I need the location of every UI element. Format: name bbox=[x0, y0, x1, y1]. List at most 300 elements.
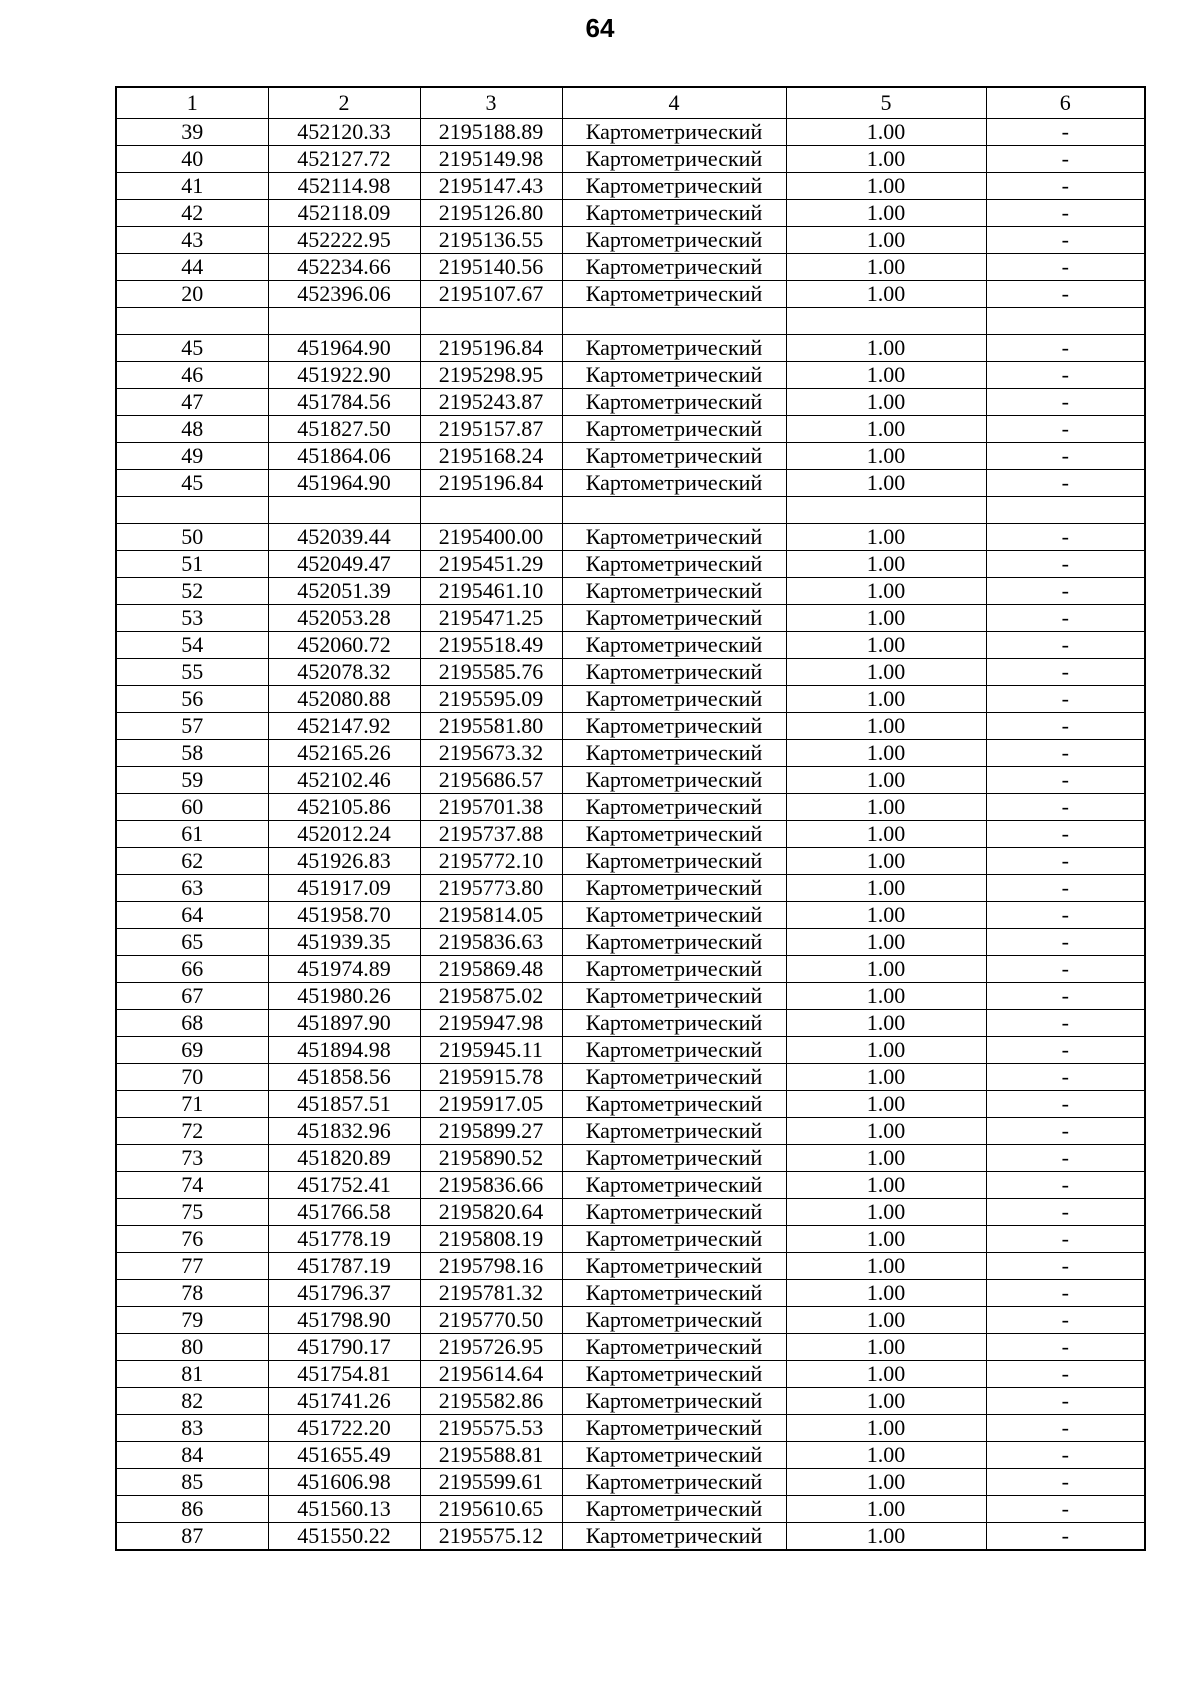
y-coordinate-cell: 2195126.80 bbox=[420, 200, 562, 227]
note-cell: - bbox=[986, 227, 1145, 254]
x-coordinate-cell: 451964.90 bbox=[268, 335, 420, 362]
column-header: 3 bbox=[420, 87, 562, 119]
method-cell: Картометрический bbox=[562, 1199, 786, 1226]
note-cell: - bbox=[986, 1064, 1145, 1091]
table-row bbox=[116, 902, 1145, 929]
note-cell: - bbox=[986, 1199, 1145, 1226]
method-cell: Картометрический bbox=[562, 1469, 786, 1496]
x-coordinate-cell: 451754.81 bbox=[268, 1361, 420, 1388]
table-row bbox=[116, 200, 1145, 227]
table-row bbox=[116, 659, 1145, 686]
point-number-cell: 47 bbox=[116, 389, 268, 416]
y-coordinate-cell: 2195610.65 bbox=[420, 1496, 562, 1523]
method-cell: Картометрический bbox=[562, 173, 786, 200]
accuracy-cell: 1.00 bbox=[786, 1145, 986, 1172]
method-cell: Картометрический bbox=[562, 605, 786, 632]
method-cell: Картометрический bbox=[562, 929, 786, 956]
table-row bbox=[116, 281, 1145, 308]
table-row bbox=[116, 1496, 1145, 1523]
accuracy-cell: 1.00 bbox=[786, 443, 986, 470]
y-coordinate-cell: 2195451.29 bbox=[420, 551, 562, 578]
table-row bbox=[116, 686, 1145, 713]
note-cell: - bbox=[986, 254, 1145, 281]
point-number-cell: 66 bbox=[116, 956, 268, 983]
table-row bbox=[116, 308, 1145, 335]
column-header: 6 bbox=[986, 87, 1145, 119]
point-number-cell: 75 bbox=[116, 1199, 268, 1226]
note-cell: - bbox=[986, 1118, 1145, 1145]
y-coordinate-cell: 2195773.80 bbox=[420, 875, 562, 902]
table-row bbox=[116, 767, 1145, 794]
table-row bbox=[116, 1172, 1145, 1199]
y-coordinate-cell: 2195196.84 bbox=[420, 335, 562, 362]
y-coordinate-cell: 2195243.87 bbox=[420, 389, 562, 416]
y-coordinate-cell: 2195585.76 bbox=[420, 659, 562, 686]
note-cell: - bbox=[986, 1415, 1145, 1442]
table-row bbox=[116, 362, 1145, 389]
y-coordinate-cell: 2195107.67 bbox=[420, 281, 562, 308]
y-coordinate-cell: 2195686.57 bbox=[420, 767, 562, 794]
point-number-cell: 80 bbox=[116, 1334, 268, 1361]
method-cell: Картометрический bbox=[562, 416, 786, 443]
table-row bbox=[116, 1280, 1145, 1307]
method-cell: Картометрический bbox=[562, 1037, 786, 1064]
table-row bbox=[116, 173, 1145, 200]
x-coordinate-cell: 452396.06 bbox=[268, 281, 420, 308]
note-cell: - bbox=[986, 875, 1145, 902]
x-coordinate-cell: 452102.46 bbox=[268, 767, 420, 794]
method-cell: Картометрический bbox=[562, 902, 786, 929]
y-coordinate-cell: 2195188.89 bbox=[420, 119, 562, 146]
accuracy-cell: 1.00 bbox=[786, 173, 986, 200]
note-cell bbox=[986, 308, 1145, 335]
y-coordinate-cell: 2195915.78 bbox=[420, 1064, 562, 1091]
point-number-cell: 43 bbox=[116, 227, 268, 254]
point-number-cell: 70 bbox=[116, 1064, 268, 1091]
note-cell: - bbox=[986, 470, 1145, 497]
y-coordinate-cell: 2195471.25 bbox=[420, 605, 562, 632]
note-cell: - bbox=[986, 632, 1145, 659]
x-coordinate-cell: 452012.24 bbox=[268, 821, 420, 848]
accuracy-cell: 1.00 bbox=[786, 1118, 986, 1145]
method-cell: Картометрический bbox=[562, 983, 786, 1010]
x-coordinate-cell: 451827.50 bbox=[268, 416, 420, 443]
point-number-cell: 46 bbox=[116, 362, 268, 389]
point-number-cell: 61 bbox=[116, 821, 268, 848]
x-coordinate-cell: 451722.20 bbox=[268, 1415, 420, 1442]
method-cell: Картометрический bbox=[562, 1307, 786, 1334]
table-row bbox=[116, 821, 1145, 848]
accuracy-cell: 1.00 bbox=[786, 551, 986, 578]
y-coordinate-cell: 2195140.56 bbox=[420, 254, 562, 281]
x-coordinate-cell bbox=[268, 308, 420, 335]
x-coordinate-cell: 451917.09 bbox=[268, 875, 420, 902]
table-row bbox=[116, 956, 1145, 983]
y-coordinate-cell: 2195157.87 bbox=[420, 416, 562, 443]
point-number-cell bbox=[116, 497, 268, 524]
y-coordinate-cell: 2195518.49 bbox=[420, 632, 562, 659]
accuracy-cell: 1.00 bbox=[786, 1496, 986, 1523]
y-coordinate-cell: 2195701.38 bbox=[420, 794, 562, 821]
method-cell: Картометрический bbox=[562, 1388, 786, 1415]
column-header: 4 bbox=[562, 87, 786, 119]
accuracy-cell: 1.00 bbox=[786, 659, 986, 686]
point-number-cell: 20 bbox=[116, 281, 268, 308]
note-cell: - bbox=[986, 1172, 1145, 1199]
point-number-cell: 87 bbox=[116, 1523, 268, 1551]
note-cell: - bbox=[986, 794, 1145, 821]
point-number-cell: 54 bbox=[116, 632, 268, 659]
method-cell: Картометрический bbox=[562, 227, 786, 254]
method-cell: Картометрический bbox=[562, 281, 786, 308]
note-cell: - bbox=[986, 1091, 1145, 1118]
point-number-cell: 51 bbox=[116, 551, 268, 578]
accuracy-cell: 1.00 bbox=[786, 983, 986, 1010]
point-number-cell: 65 bbox=[116, 929, 268, 956]
table-row bbox=[116, 713, 1145, 740]
note-cell: - bbox=[986, 1469, 1145, 1496]
note-cell: - bbox=[986, 146, 1145, 173]
accuracy-cell bbox=[786, 497, 986, 524]
note-cell: - bbox=[986, 740, 1145, 767]
accuracy-cell: 1.00 bbox=[786, 389, 986, 416]
accuracy-cell: 1.00 bbox=[786, 686, 986, 713]
point-number-cell: 85 bbox=[116, 1469, 268, 1496]
point-number-cell bbox=[116, 308, 268, 335]
method-cell: Картометрический bbox=[562, 524, 786, 551]
table-row bbox=[116, 1523, 1145, 1551]
method-cell: Картометрический bbox=[562, 875, 786, 902]
method-cell: Картометрический bbox=[562, 1253, 786, 1280]
x-coordinate-cell: 451784.56 bbox=[268, 389, 420, 416]
point-number-cell: 53 bbox=[116, 605, 268, 632]
x-coordinate-cell: 451560.13 bbox=[268, 1496, 420, 1523]
table-row bbox=[116, 389, 1145, 416]
y-coordinate-cell: 2195869.48 bbox=[420, 956, 562, 983]
x-coordinate-cell: 451964.90 bbox=[268, 470, 420, 497]
x-coordinate-cell bbox=[268, 497, 420, 524]
note-cell: - bbox=[986, 1037, 1145, 1064]
point-number-cell: 67 bbox=[116, 983, 268, 1010]
x-coordinate-cell: 451606.98 bbox=[268, 1469, 420, 1496]
x-coordinate-cell: 451857.51 bbox=[268, 1091, 420, 1118]
method-cell: Картометрический bbox=[562, 767, 786, 794]
table-row bbox=[116, 1388, 1145, 1415]
y-coordinate-cell: 2195737.88 bbox=[420, 821, 562, 848]
point-number-cell: 40 bbox=[116, 146, 268, 173]
method-cell: Картометрический bbox=[562, 119, 786, 146]
column-header: 1 bbox=[116, 87, 268, 119]
table-body bbox=[116, 119, 1145, 1551]
x-coordinate-cell: 452049.47 bbox=[268, 551, 420, 578]
note-cell: - bbox=[986, 1442, 1145, 1469]
accuracy-cell: 1.00 bbox=[786, 1442, 986, 1469]
method-cell: Картометрический bbox=[562, 659, 786, 686]
method-cell: Картометрический bbox=[562, 1064, 786, 1091]
point-number-cell: 45 bbox=[116, 470, 268, 497]
note-cell: - bbox=[986, 1253, 1145, 1280]
note-cell: - bbox=[986, 713, 1145, 740]
note-cell: - bbox=[986, 119, 1145, 146]
method-cell: Картометрический bbox=[562, 1361, 786, 1388]
x-coordinate-cell: 451864.06 bbox=[268, 443, 420, 470]
y-coordinate-cell: 2195614.64 bbox=[420, 1361, 562, 1388]
method-cell bbox=[562, 497, 786, 524]
method-cell: Картометрический bbox=[562, 1334, 786, 1361]
accuracy-cell: 1.00 bbox=[786, 1010, 986, 1037]
accuracy-cell: 1.00 bbox=[786, 1172, 986, 1199]
note-cell: - bbox=[986, 443, 1145, 470]
y-coordinate-cell: 2195599.61 bbox=[420, 1469, 562, 1496]
x-coordinate-cell: 451741.26 bbox=[268, 1388, 420, 1415]
method-cell: Картометрический bbox=[562, 1145, 786, 1172]
table-row bbox=[116, 1199, 1145, 1226]
x-coordinate-cell: 452127.72 bbox=[268, 146, 420, 173]
method-cell: Картометрический bbox=[562, 1010, 786, 1037]
method-cell: Картометрический bbox=[562, 200, 786, 227]
table-row bbox=[116, 1469, 1145, 1496]
method-cell: Картометрический bbox=[562, 632, 786, 659]
y-coordinate-cell bbox=[420, 308, 562, 335]
x-coordinate-cell: 451832.96 bbox=[268, 1118, 420, 1145]
note-cell: - bbox=[986, 362, 1145, 389]
method-cell: Картометрический bbox=[562, 470, 786, 497]
point-number-cell: 48 bbox=[116, 416, 268, 443]
method-cell bbox=[562, 308, 786, 335]
point-number-cell: 49 bbox=[116, 443, 268, 470]
point-number-cell: 59 bbox=[116, 767, 268, 794]
accuracy-cell: 1.00 bbox=[786, 362, 986, 389]
note-cell: - bbox=[986, 659, 1145, 686]
accuracy-cell: 1.00 bbox=[786, 632, 986, 659]
x-coordinate-cell: 451778.19 bbox=[268, 1226, 420, 1253]
accuracy-cell: 1.00 bbox=[786, 848, 986, 875]
note-cell: - bbox=[986, 956, 1145, 983]
method-cell: Картометрический bbox=[562, 1496, 786, 1523]
y-coordinate-cell: 2195149.98 bbox=[420, 146, 562, 173]
column-header: 2 bbox=[268, 87, 420, 119]
accuracy-cell: 1.00 bbox=[786, 1253, 986, 1280]
x-coordinate-cell: 452222.95 bbox=[268, 227, 420, 254]
accuracy-cell: 1.00 bbox=[786, 1334, 986, 1361]
table-row bbox=[116, 1361, 1145, 1388]
table-row bbox=[116, 1415, 1145, 1442]
note-cell: - bbox=[986, 1145, 1145, 1172]
accuracy-cell: 1.00 bbox=[786, 1523, 986, 1551]
y-coordinate-cell: 2195945.11 bbox=[420, 1037, 562, 1064]
point-number-cell: 72 bbox=[116, 1118, 268, 1145]
note-cell: - bbox=[986, 1496, 1145, 1523]
accuracy-cell: 1.00 bbox=[786, 1199, 986, 1226]
method-cell: Картометрический bbox=[562, 254, 786, 281]
accuracy-cell: 1.00 bbox=[786, 821, 986, 848]
accuracy-cell: 1.00 bbox=[786, 1361, 986, 1388]
table-row bbox=[116, 875, 1145, 902]
accuracy-cell: 1.00 bbox=[786, 902, 986, 929]
method-cell: Картометрический bbox=[562, 1280, 786, 1307]
table-row bbox=[116, 146, 1145, 173]
table-row bbox=[116, 470, 1145, 497]
method-cell: Картометрический bbox=[562, 956, 786, 983]
method-cell: Картометрический bbox=[562, 578, 786, 605]
point-number-cell: 56 bbox=[116, 686, 268, 713]
accuracy-cell: 1.00 bbox=[786, 713, 986, 740]
y-coordinate-cell: 2195781.32 bbox=[420, 1280, 562, 1307]
method-cell: Картометрический bbox=[562, 713, 786, 740]
note-cell: - bbox=[986, 1361, 1145, 1388]
point-number-cell: 60 bbox=[116, 794, 268, 821]
y-coordinate-cell: 2195917.05 bbox=[420, 1091, 562, 1118]
accuracy-cell: 1.00 bbox=[786, 1415, 986, 1442]
accuracy-cell: 1.00 bbox=[786, 1307, 986, 1334]
point-number-cell: 69 bbox=[116, 1037, 268, 1064]
method-cell: Картометрический bbox=[562, 1172, 786, 1199]
table-row bbox=[116, 1037, 1145, 1064]
note-cell: - bbox=[986, 335, 1145, 362]
note-cell: - bbox=[986, 416, 1145, 443]
x-coordinate-cell: 452118.09 bbox=[268, 200, 420, 227]
table-row bbox=[116, 1010, 1145, 1037]
table-row bbox=[116, 119, 1145, 146]
table-row bbox=[116, 443, 1145, 470]
y-coordinate-cell: 2195575.53 bbox=[420, 1415, 562, 1442]
x-coordinate-cell: 452165.26 bbox=[268, 740, 420, 767]
table-row bbox=[116, 1334, 1145, 1361]
method-cell: Картометрический bbox=[562, 848, 786, 875]
method-cell: Картометрический bbox=[562, 1442, 786, 1469]
x-coordinate-cell: 452053.28 bbox=[268, 605, 420, 632]
point-number-cell: 45 bbox=[116, 335, 268, 362]
accuracy-cell: 1.00 bbox=[786, 335, 986, 362]
accuracy-cell: 1.00 bbox=[786, 605, 986, 632]
point-number-cell: 86 bbox=[116, 1496, 268, 1523]
accuracy-cell: 1.00 bbox=[786, 1226, 986, 1253]
x-coordinate-cell: 452105.86 bbox=[268, 794, 420, 821]
point-number-cell: 62 bbox=[116, 848, 268, 875]
table-row bbox=[116, 497, 1145, 524]
table-row bbox=[116, 1118, 1145, 1145]
accuracy-cell: 1.00 bbox=[786, 740, 986, 767]
accuracy-cell: 1.00 bbox=[786, 1469, 986, 1496]
x-coordinate-cell: 452120.33 bbox=[268, 119, 420, 146]
table-row bbox=[116, 1307, 1145, 1334]
table-row bbox=[116, 1253, 1145, 1280]
table-row bbox=[116, 1091, 1145, 1118]
table-row bbox=[116, 1064, 1145, 1091]
note-cell: - bbox=[986, 551, 1145, 578]
point-number-cell: 74 bbox=[116, 1172, 268, 1199]
accuracy-cell: 1.00 bbox=[786, 200, 986, 227]
point-number-cell: 73 bbox=[116, 1145, 268, 1172]
point-number-cell: 84 bbox=[116, 1442, 268, 1469]
accuracy-cell: 1.00 bbox=[786, 1280, 986, 1307]
method-cell: Картометрический bbox=[562, 1523, 786, 1551]
accuracy-cell: 1.00 bbox=[786, 119, 986, 146]
point-number-cell: 42 bbox=[116, 200, 268, 227]
method-cell: Картометрический bbox=[562, 362, 786, 389]
y-coordinate-cell: 2195147.43 bbox=[420, 173, 562, 200]
accuracy-cell: 1.00 bbox=[786, 578, 986, 605]
method-cell: Картометрический bbox=[562, 1091, 786, 1118]
point-number-cell: 76 bbox=[116, 1226, 268, 1253]
x-coordinate-cell: 451894.98 bbox=[268, 1037, 420, 1064]
table-row bbox=[116, 524, 1145, 551]
y-coordinate-cell: 2195798.16 bbox=[420, 1253, 562, 1280]
point-number-cell: 83 bbox=[116, 1415, 268, 1442]
point-number-cell: 39 bbox=[116, 119, 268, 146]
accuracy-cell: 1.00 bbox=[786, 470, 986, 497]
y-coordinate-cell: 2195836.66 bbox=[420, 1172, 562, 1199]
x-coordinate-cell: 451550.22 bbox=[268, 1523, 420, 1551]
accuracy-cell: 1.00 bbox=[786, 281, 986, 308]
x-coordinate-cell: 451897.90 bbox=[268, 1010, 420, 1037]
point-number-cell: 78 bbox=[116, 1280, 268, 1307]
note-cell: - bbox=[986, 578, 1145, 605]
table-row bbox=[116, 227, 1145, 254]
note-cell: - bbox=[986, 929, 1145, 956]
y-coordinate-cell: 2195196.84 bbox=[420, 470, 562, 497]
note-cell: - bbox=[986, 1010, 1145, 1037]
note-cell: - bbox=[986, 1334, 1145, 1361]
point-number-cell: 64 bbox=[116, 902, 268, 929]
x-coordinate-cell: 452060.72 bbox=[268, 632, 420, 659]
x-coordinate-cell: 452114.98 bbox=[268, 173, 420, 200]
table-row bbox=[116, 578, 1145, 605]
y-coordinate-cell: 2195581.80 bbox=[420, 713, 562, 740]
note-cell: - bbox=[986, 389, 1145, 416]
note-cell: - bbox=[986, 524, 1145, 551]
coordinates-table bbox=[115, 86, 1146, 1551]
y-coordinate-cell: 2195820.64 bbox=[420, 1199, 562, 1226]
method-cell: Картометрический bbox=[562, 1118, 786, 1145]
column-header: 5 bbox=[786, 87, 986, 119]
note-cell: - bbox=[986, 200, 1145, 227]
accuracy-cell bbox=[786, 308, 986, 335]
method-cell: Картометрический bbox=[562, 794, 786, 821]
note-cell: - bbox=[986, 767, 1145, 794]
note-cell: - bbox=[986, 1280, 1145, 1307]
method-cell: Картометрический bbox=[562, 821, 786, 848]
note-cell: - bbox=[986, 1226, 1145, 1253]
accuracy-cell: 1.00 bbox=[786, 875, 986, 902]
point-number-cell: 63 bbox=[116, 875, 268, 902]
table-row bbox=[116, 740, 1145, 767]
accuracy-cell: 1.00 bbox=[786, 524, 986, 551]
point-number-cell: 71 bbox=[116, 1091, 268, 1118]
note-cell: - bbox=[986, 686, 1145, 713]
x-coordinate-cell: 452078.32 bbox=[268, 659, 420, 686]
note-cell: - bbox=[986, 173, 1145, 200]
table-row bbox=[116, 632, 1145, 659]
x-coordinate-cell: 452051.39 bbox=[268, 578, 420, 605]
table-row bbox=[116, 1145, 1145, 1172]
accuracy-cell: 1.00 bbox=[786, 1064, 986, 1091]
point-number-cell: 82 bbox=[116, 1388, 268, 1415]
x-coordinate-cell: 451790.17 bbox=[268, 1334, 420, 1361]
table-row bbox=[116, 605, 1145, 632]
point-number-cell: 41 bbox=[116, 173, 268, 200]
point-number-cell: 55 bbox=[116, 659, 268, 686]
y-coordinate-cell: 2195582.86 bbox=[420, 1388, 562, 1415]
x-coordinate-cell: 451939.35 bbox=[268, 929, 420, 956]
method-cell: Картометрический bbox=[562, 740, 786, 767]
note-cell: - bbox=[986, 1307, 1145, 1334]
table-row bbox=[116, 1226, 1145, 1253]
table-row bbox=[116, 794, 1145, 821]
point-number-cell: 77 bbox=[116, 1253, 268, 1280]
x-coordinate-cell: 452147.92 bbox=[268, 713, 420, 740]
y-coordinate-cell: 2195814.05 bbox=[420, 902, 562, 929]
